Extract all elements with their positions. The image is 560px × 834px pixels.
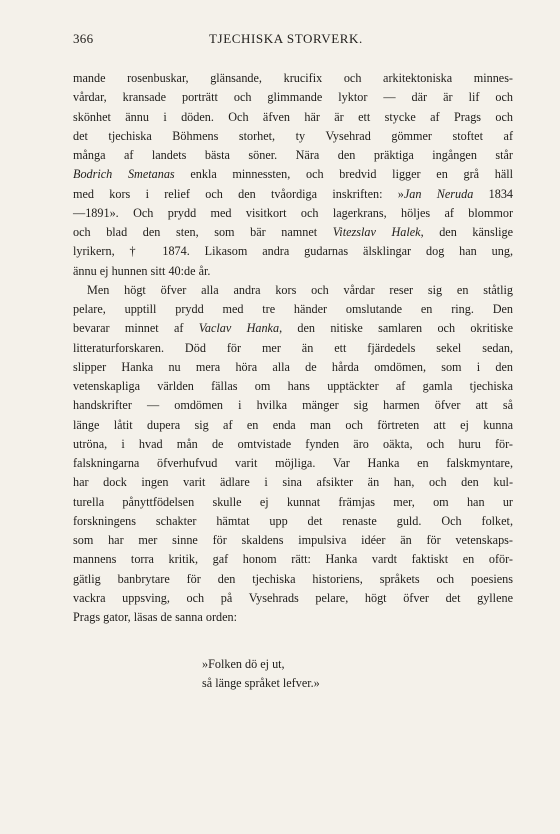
text-run: gätlig banbrytare för den tjechiska historiens, språkets och poesiens — [73, 571, 513, 586]
italic-name: Vaclav Hanka — [198, 321, 280, 336]
text-run: som har mer sinne för skaldens impulsiva idéer än för vetenskaps- — [73, 533, 513, 547]
text-run: litteraturforskaren. Död för mer än ett fjärdedels sekel sedan, — [73, 340, 513, 355]
verse-line: »Folken dö ej ut, — [202, 657, 285, 671]
text-run: vackra uppsving, och på Vysehrads pelare, högt öfver det gyllene — [73, 590, 513, 605]
text-run: 1834 — [473, 186, 513, 201]
italic-name: Vitezslav Halek — [332, 225, 421, 239]
text-run: har dock ingen varit ädlare i sina afsikter än han, och den kul- — [73, 475, 513, 490]
quoted-verse — [202, 655, 320, 694]
text-run: skönhet ännu i döden. Och äfven här är ett stycke af Prags och — [73, 109, 513, 124]
text-run: det tjechiska Böhmens storhet, ty Vysehrad gömmer stoftet af — [73, 128, 513, 143]
text-run: utröna, i hvad mån de omtvistade fynden äro oäkta, och huru för- — [73, 436, 513, 451]
text-run: slipper Hanka nu mera höra alla de hårda omdömen, som i den — [73, 359, 513, 374]
text-line — [73, 146, 513, 165]
text-run: , den nitiske samlaren och okritiske — [279, 321, 513, 336]
text-line — [73, 531, 513, 550]
text-run: många af landets bästa söner. Nära den präktiga ingången står — [73, 148, 513, 162]
italic-name: Bodrich Smetanas — [73, 167, 175, 182]
text-line — [73, 377, 513, 396]
text-run: forskningens schakter hämtat upp det renaste guld. Och folket, — [73, 513, 513, 528]
text-line — [73, 165, 513, 184]
text-run: handskrifter — omdömen i hvilka mänger sig harmen öfver att så — [73, 398, 513, 413]
text-run: vetenskapliga världen fällas om hans upptäckter af gamla tjechiska — [73, 379, 513, 393]
text-run: Prags gator, läsas de sanna orden: — [73, 610, 237, 624]
text-line — [73, 185, 513, 204]
text-run: —1891». Och prydd med visitkort och lagerkrans, höljes af blommor — [73, 205, 513, 220]
text-run: mande rosenbuskar, glänsande, krucifix och arkitektoniska minnes- — [73, 71, 513, 85]
verse-line: så länge språket lefver.» — [202, 676, 320, 691]
text-line — [73, 473, 513, 492]
text-line — [73, 435, 513, 454]
text-line — [73, 608, 513, 627]
text-line — [73, 550, 513, 569]
page-header — [73, 31, 513, 51]
body-text — [73, 69, 513, 627]
text-run: länge låtit dupera sig af en enda man och förtreten att ej kunna — [73, 417, 513, 432]
text-line — [73, 358, 513, 377]
text-run: Men högt öfver alla andra kors och vårdar reser sig en ståtlig — [87, 282, 513, 297]
page-number: 366 — [73, 31, 94, 46]
text-line — [73, 300, 513, 319]
italic-name: Jan Neruda — [403, 186, 474, 201]
text-line — [73, 454, 513, 473]
running-title: TJECHISKA STORVERK. — [209, 31, 363, 46]
text-line — [73, 493, 513, 512]
text-line — [73, 69, 513, 88]
text-line — [73, 262, 513, 281]
text-line — [73, 88, 513, 107]
text-line — [73, 319, 513, 338]
text-run: med kors i relief och den tvåordiga inskriften: » — [73, 186, 404, 201]
text-line — [73, 416, 513, 435]
text-run: enkla minnessten, och bredvid ligger en grå häll — [174, 167, 514, 182]
text-line — [73, 127, 513, 146]
text-line — [73, 204, 513, 223]
text-run: , den känslige — [420, 225, 514, 239]
text-run: lyrikern, † 1874. Likasom andra gudarnas älsklingar dog han ung, — [73, 244, 513, 259]
text-run: ännu ej hunnen sitt 40:de år. — [73, 263, 211, 278]
text-run: falskningarna öfverhufvud varit möjliga. Var Hanka en falskmyntare, — [73, 456, 513, 470]
text-line — [73, 242, 513, 261]
text-run: och blad den sten, som bär namnet — [73, 225, 333, 239]
text-run: vårdar, kransade porträtt och glimmande lyktor — där är lif och — [73, 90, 513, 105]
text-line — [73, 223, 513, 242]
text-line — [73, 396, 513, 415]
text-line — [73, 512, 513, 531]
text-run: pelare, upptill prydd med tre händer omslutande en ring. Den — [73, 302, 513, 316]
text-line — [73, 281, 513, 300]
text-line — [73, 108, 513, 127]
text-line — [73, 570, 513, 589]
text-run: bevarar minnet af — [73, 321, 199, 336]
text-run: mannens torra kritik, gaf honom rätt: Hanka vardt faktiskt en oför- — [73, 552, 513, 567]
text-line — [73, 339, 513, 358]
text-line — [73, 589, 513, 608]
text-run: turella pånyttfödelsen skulle ej kunnat främjas mer, om han ur — [73, 494, 513, 509]
